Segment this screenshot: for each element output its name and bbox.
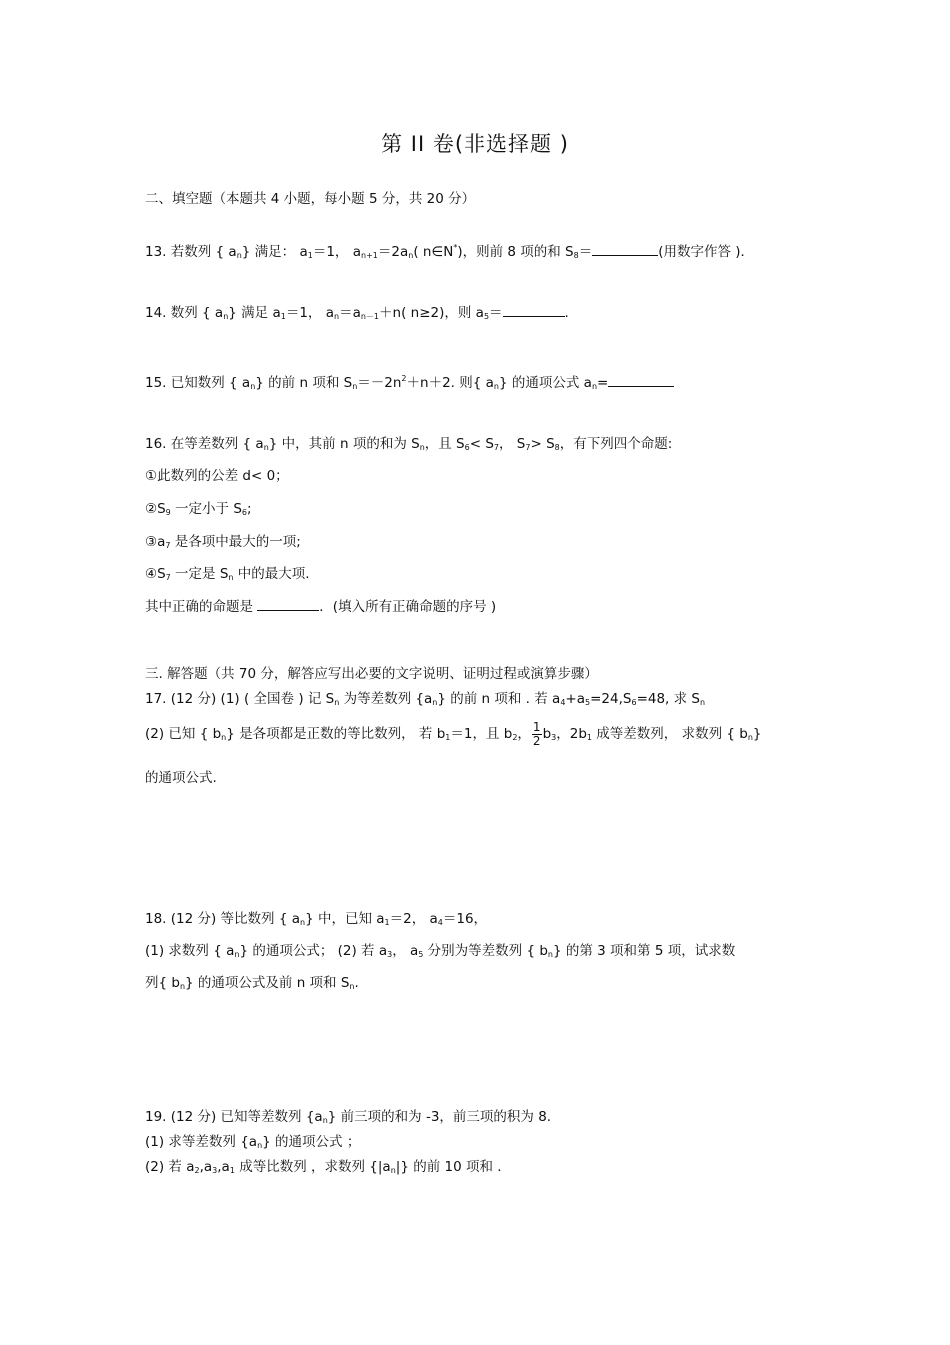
q16-text-g: ，有下列四个命题: [559, 436, 673, 452]
q17-sub-n2: n [432, 698, 438, 707]
q16-p2-sub-9: 9 [165, 508, 171, 517]
q14-sub-5: 5 [483, 312, 490, 321]
q18-p2-c: ， a [392, 943, 419, 959]
q16-p2-a: ②S [145, 501, 166, 517]
q19-p3-b: ,a [199, 1159, 213, 1175]
question-19-part-2 [145, 1157, 502, 1181]
q19-p3-sub-2: 2 [194, 1166, 200, 1175]
q16-end-a: 其中正确的命题是 [145, 599, 258, 615]
q15-text-b: } 的前 n 项和 S [255, 375, 353, 391]
q18-p3-b: } 的通项公式及前 n 项和 S [185, 975, 350, 991]
question-16 [145, 434, 672, 458]
q18-p2-b: } 的通项公式； (2) 若 a [239, 943, 388, 959]
q15-sup-2: 2 [401, 374, 407, 383]
q14-answer-blank [503, 304, 565, 317]
q16-proposition-1: ①此数列的公差 d< 0； [145, 468, 289, 484]
q18-p2-sub-5: 5 [418, 950, 424, 959]
q13-text-c: ＝1， a [312, 244, 361, 260]
q19-p3-d: 成等比数列 ，求数列 {|a [234, 1159, 391, 1175]
q16-sub-n2: n [419, 443, 425, 452]
q17-sub-5: 5 [585, 698, 591, 707]
question-13 [145, 238, 754, 266]
q16-text-c: ，且 S [424, 436, 465, 452]
q17-text-c: } 的前 n 项和 . 若 a [437, 691, 561, 707]
q14-text-g: . [564, 305, 569, 321]
q16-p4-c: 中的最大项. [233, 566, 310, 582]
q16-text-e: ， S [499, 436, 526, 452]
q17-text-f: =48, 求 S [636, 691, 700, 707]
q17-text-a: 17. (12 分) (1) ( 全国卷 ) 记 S [145, 691, 335, 707]
q17-p2-sub-1: 1 [445, 733, 451, 742]
q17-p2-c: ＝1，且 b [450, 726, 513, 742]
q19-p3-sub-3: 3 [212, 1166, 218, 1175]
q17-p2-d: ， [517, 726, 531, 742]
q18-text-a: 18. (12 分) 等比数列 { a [145, 911, 300, 927]
q16-p3-b: 是各项中最大的一项; [170, 534, 301, 550]
question-19 [145, 1107, 551, 1131]
q17-text-e: =24,S [590, 691, 632, 707]
q16-text-a: 16. 在等差数列 { a [145, 436, 264, 452]
q14-text-d: ＝a [339, 305, 361, 321]
q18-sub-n: n [300, 918, 306, 927]
q15-sub-n2: n [352, 382, 358, 391]
q18-p2-a: (1) 求数列 { a [145, 943, 235, 959]
q16-sub-6: 6 [464, 443, 470, 452]
q17-p2-f: ，2b [556, 726, 587, 742]
q14-text-f: ＝ [489, 305, 503, 321]
question-15 [145, 369, 674, 397]
question-17 [145, 689, 705, 713]
q16-answer-line [145, 597, 496, 617]
q17-p2-sub-2: 2 [512, 733, 518, 742]
q17-fraction-half [532, 721, 542, 748]
q13-sub-8: 8 [573, 251, 579, 260]
q16-p4-sub-7: 7 [165, 573, 171, 582]
q17-sub-6: 6 [631, 698, 637, 707]
q17-sub-4: 4 [560, 698, 566, 707]
q18-p3-sub-n: n [179, 982, 186, 991]
q17-frac-num: 1 [532, 719, 541, 734]
q15-sub-n3: n [493, 382, 499, 391]
q16-p2-sub-6: 6 [241, 508, 248, 517]
q19-p2-sub-n: n [257, 1141, 263, 1150]
q19-sub-n: n [322, 1116, 328, 1125]
q19-p3-sub-n: n [390, 1166, 396, 1175]
q13-text-a: 13. 若数列 { a [145, 244, 237, 260]
q16-text-b: } 中，其前 n 项的和为 S [268, 436, 420, 452]
q16-p2-c: ; [247, 501, 252, 517]
q16-p4-a: ④S [145, 566, 166, 582]
q19-text-a: 19. (12 分) 已知等差数列 {a [145, 1109, 323, 1125]
q13-sub-1: 1 [307, 251, 313, 260]
q18-p3-c: . [354, 975, 359, 991]
q18-p2-sub-3: 3 [387, 950, 393, 959]
q15-text-d: ＋n＋2. 则{ a [406, 375, 494, 391]
q19-p2-b: } 的通项公式 ； [262, 1134, 361, 1150]
q13-text-d: ＝2a [377, 244, 409, 260]
q15-answer-blank [608, 374, 674, 387]
q13-sub-n2: n [408, 251, 414, 260]
q13-sub-n1: n+1 [361, 251, 378, 260]
q18-sub-4: 4 [437, 918, 443, 927]
section2-heading: 二、填空题（本题共 4 小题，每小题 5 分，共 20 分） [145, 191, 476, 207]
q13-sub-n: n [236, 251, 242, 260]
q18-text-c: ＝2， a [389, 911, 438, 927]
q14-text-a: 14. 数列 { a [145, 305, 224, 321]
q16-sub-n: n [263, 443, 269, 452]
q19-p3-e: |} 的前 10 项和 . [395, 1159, 502, 1175]
q14-sub-1: 1 [280, 312, 286, 321]
q17-sub-n: n [334, 698, 340, 707]
q15-text-a: 15. 已知数列 { a [145, 375, 251, 391]
q17-frac-den: 2 [532, 733, 541, 748]
question-17-part-2 [145, 720, 762, 752]
q16-p4-b: 一定是 S [170, 566, 229, 582]
q16-proposition-4 [145, 564, 310, 588]
q13-text-f: )，则前 8 项的和 S [457, 244, 574, 260]
q17-text-d: +a [565, 691, 586, 707]
q16-p2-b: 一定小于 S [170, 501, 242, 517]
question-17-part-2-end: 的通项公式. [145, 770, 217, 786]
q19-p3-a: (2) 若 a [145, 1159, 195, 1175]
q18-p3-a: 列{ b [145, 975, 180, 991]
q14-text-e: ＋n( n≥2)，则 a [379, 305, 484, 321]
q14-text-b: } 满足 a [228, 305, 281, 321]
q18-p3-sub-n2: n [349, 982, 355, 991]
q17-sub-n3: n [700, 698, 706, 707]
q13-star: * [453, 243, 458, 252]
q16-proposition-2 [145, 499, 252, 523]
q16-text-f: > S [530, 436, 555, 452]
q16-sub-7b: 7 [525, 443, 531, 452]
q18-p2-e: } 的第 3 项和第 5 项，试求数 [552, 943, 736, 959]
q17-p2-g: 成等差数列， 求数列 { b [592, 726, 748, 742]
question-18 [145, 909, 487, 933]
q19-text-b: } 前三项的和为 -3，前三项的积为 8. [327, 1109, 552, 1125]
q13-text-h: (用数字作答 )． [658, 244, 755, 260]
q17-p2-h: } [752, 726, 762, 742]
q16-p3-a: ③a [145, 534, 166, 550]
q17-p2-e: b [542, 726, 552, 742]
q16-sub-7: 7 [493, 443, 500, 452]
q17-p2-b: } 是各项都是正数的等比数列， 若 b [226, 726, 446, 742]
q15-text-f: = [597, 375, 609, 391]
q19-p3-c: ,a [217, 1159, 230, 1175]
section3-heading: 三. 解答题（共 70 分，解答应写出必要的文字说明、证明过程或演算步骤） [145, 666, 598, 682]
q18-p2-sub-n: n [234, 950, 240, 959]
q18-text-b: } 中，已知 a [305, 911, 385, 927]
q18-p2-sub-n2: n [547, 950, 553, 959]
q16-proposition-3 [145, 532, 301, 556]
q14-sub-n: n [223, 312, 229, 321]
q17-p2-sub-3: 3 [551, 733, 557, 742]
q18-sub-1: 1 [384, 918, 390, 927]
page-title: 第 II 卷(非选择题 ) [381, 132, 569, 156]
q19-p3-sub-1: 1 [229, 1166, 235, 1175]
q15-sub-n4: n [591, 382, 598, 391]
q16-p3-sub-7: 7 [165, 541, 171, 550]
q16-text-d: < S [469, 436, 494, 452]
question-19-part-1 [145, 1132, 360, 1156]
q13-text-b: } 满足： a [241, 244, 308, 260]
q15-text-c: ＝－2n [357, 375, 402, 391]
question-18-parts-end [145, 973, 359, 997]
q17-p2-a: (2) 已知 { b [145, 726, 222, 742]
q14-sub-nm1: n－1 [360, 312, 380, 321]
q19-p2-a: (1) 求等差数列 {a [145, 1134, 258, 1150]
q16-p4-sub-n: n [228, 573, 234, 582]
q18-text-d: ＝16， [442, 911, 488, 927]
q13-text-g: ＝ [578, 244, 593, 260]
q17-p2-sub-n2: n [747, 733, 753, 742]
question-18-parts [145, 941, 735, 965]
q15-text-e: } 的通项公式 a [498, 375, 592, 391]
q14-text-c: ＝1， a [285, 305, 334, 321]
question-14 [145, 303, 569, 327]
q17-text-b: 为等差数列 {a [339, 691, 433, 707]
q13-answer-blank [592, 243, 658, 256]
q17-p2-sub-1b: 1 [586, 733, 592, 742]
q16-end-b: ．(填入所有正确命题的序号 ) [319, 599, 497, 615]
q14-sub-n2: n [334, 312, 340, 321]
q17-p2-sub-n: n [221, 733, 227, 742]
q15-sub-n: n [250, 382, 256, 391]
q18-p2-d: 分别为等差数列 { b [423, 943, 548, 959]
q13-text-e: ( n∈N [413, 244, 454, 260]
q16-sub-8: 8 [554, 443, 560, 452]
q16-answer-blank [257, 598, 319, 611]
